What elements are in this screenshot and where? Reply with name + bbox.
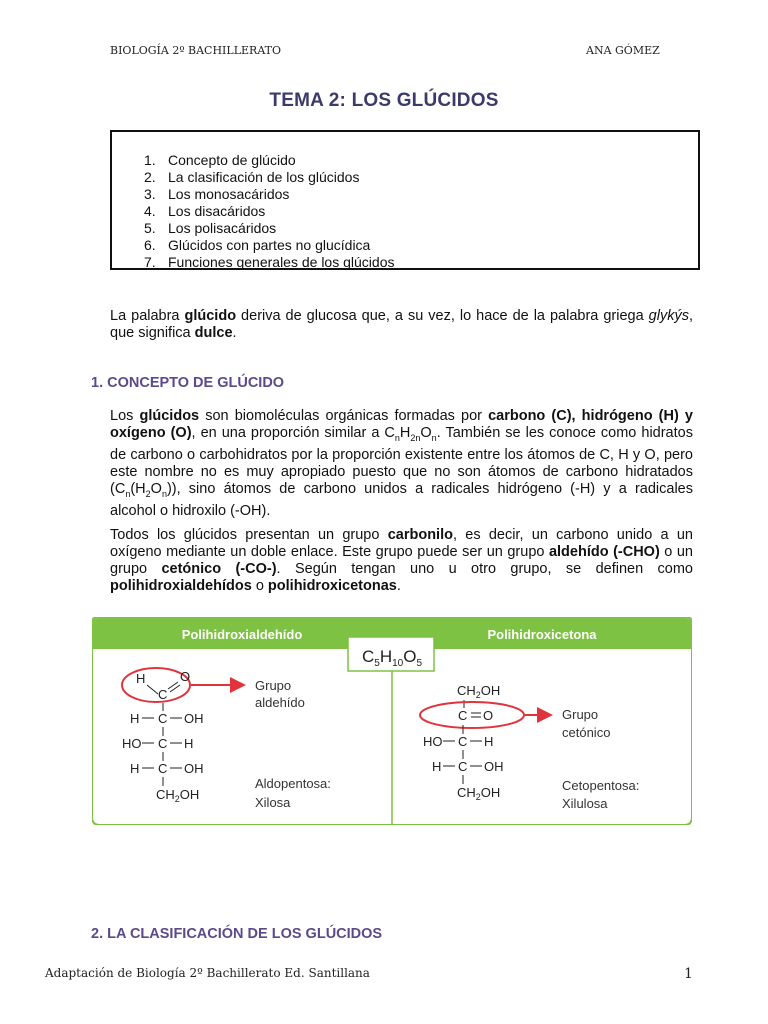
svg-text:H: H bbox=[130, 761, 140, 776]
toc-label: Concepto de glúcido bbox=[168, 152, 296, 168]
svg-text:CH2OH: $CH_2OH$ bbox=[457, 683, 501, 700]
toc-num: 2. bbox=[144, 169, 156, 185]
toc-num: 5. bbox=[144, 220, 156, 236]
carbonyl-diagram bbox=[92, 617, 692, 825]
aldopentosa-label: Aldopentosa: bbox=[255, 776, 331, 791]
toc-item bbox=[144, 169, 394, 186]
table-of-contents bbox=[110, 130, 700, 270]
svg-text:HO: HO bbox=[423, 734, 443, 749]
svg-text:H: H bbox=[484, 734, 494, 749]
svg-text:CH2OH: $CH_2OH$ bbox=[457, 785, 501, 802]
svg-text:C: C bbox=[158, 687, 168, 702]
paragraph-carbonilo: Todos los glúcidos presentan un grupo carbonilo, es decir, un carbono unido a un oxígeno mediante un doble enlace. Este grupo puede ser un grupo aldehído (-CHO) o un grupo cetónico (-CO-). Según tengan uno u otro grupo, se definen como polihidroxialdehídos o polihidroxicetonas. bbox=[110, 527, 693, 594]
svg-text:H: H bbox=[432, 759, 442, 774]
footer-source: Adaptación de Biología 2º Bachillerato Ed. Santillana bbox=[45, 966, 370, 980]
svg-text:OH: OH bbox=[484, 759, 504, 774]
toc-num: 7. bbox=[144, 254, 156, 270]
toc-num: 1. bbox=[144, 152, 156, 168]
svg-text:O: O bbox=[180, 669, 191, 684]
section-heading-2: 2. LA CLASIFICACIÓN DE LOS GLÚCIDOS bbox=[91, 926, 383, 942]
svg-text:C: C bbox=[458, 759, 468, 774]
toc-label: La clasificación de los glúcidos bbox=[168, 169, 360, 185]
toc-item bbox=[144, 254, 394, 271]
ketone-label-1: Grupo bbox=[562, 707, 599, 722]
toc-num: 4. bbox=[144, 203, 156, 219]
svg-text:C: C bbox=[458, 734, 468, 749]
intro-paragraph: La palabra glúcido deriva de glucosa que, a su vez, lo hace de la palabra griega glykýs, que significa dulce. bbox=[110, 308, 693, 341]
toc-label: Los polisacáridos bbox=[168, 220, 277, 236]
aldehyde-label-2: aldehído bbox=[255, 695, 305, 710]
page-title: TEMA 2: LOS GLÚCIDOS bbox=[269, 90, 499, 111]
paragraph-concepto: Los glúcidos son biomoléculas orgánicas formadas por carbono (C), hidrógeno (H) y oxígeno (O), en una proporción similar a $C_nH_{2n}O_n$. También se les conoce como hidratos de carbono o carbohidratos por la proporción existente entre los átomos de C, H y O, pero este nombre no es muy apropiado puesto que no son átomos de carbono hidratados $(C_n(H_2O_n))$, sino átomos de carbono unidos a radicales hidrógeno (-H) y a radicales alcohol o hidroxilo (-OH). bbox=[110, 408, 693, 519]
svg-text:CH2OH: $CH_2OH$ bbox=[156, 787, 200, 804]
svg-text:HO: HO bbox=[122, 736, 142, 751]
toc-item bbox=[144, 186, 394, 203]
svg-text:H: H bbox=[130, 711, 140, 726]
svg-text:H: H bbox=[184, 736, 194, 751]
xilulosa-label: Xilulosa bbox=[562, 796, 608, 811]
svg-text:C: C bbox=[158, 711, 168, 726]
svg-text:H: H bbox=[136, 671, 146, 686]
toc-item bbox=[144, 220, 394, 237]
carbonyl-figure bbox=[92, 617, 692, 825]
section-heading-1: 1. CONCEPTO DE GLÚCIDO bbox=[91, 375, 285, 391]
header-left: BIOLOGÍA 2º BACHILLERATO bbox=[110, 44, 282, 57]
toc-item bbox=[144, 237, 394, 254]
svg-text:O: O bbox=[483, 708, 494, 723]
toc-label: Glúcidos con partes no glucídica bbox=[168, 237, 371, 253]
toc-label: Los monosacáridos bbox=[168, 186, 290, 202]
svg-text:C: C bbox=[458, 708, 468, 723]
header-right: ANA GÓMEZ bbox=[586, 44, 660, 57]
right-title: Polihidroxicetona bbox=[487, 627, 597, 642]
ketone-label-2: cetónico bbox=[562, 725, 611, 740]
svg-text:C: C bbox=[158, 761, 168, 776]
cetopentosa-label: Cetopentosa: bbox=[562, 778, 640, 793]
formula: $C_5H_{10}O_5$ bbox=[362, 647, 423, 669]
toc-item bbox=[144, 203, 394, 220]
toc-item bbox=[144, 152, 394, 169]
svg-text:OH: OH bbox=[184, 761, 204, 776]
svg-text:OH: OH bbox=[184, 711, 204, 726]
toc-label: Funciones generales de los glúcidos bbox=[168, 254, 395, 270]
page-number: 1 bbox=[684, 966, 693, 982]
toc-num: 3. bbox=[144, 186, 156, 202]
aldehyde-label-1: Grupo bbox=[255, 678, 292, 693]
toc-label: Los disacáridos bbox=[168, 203, 266, 219]
toc-num: 6. bbox=[144, 237, 156, 253]
left-title: Polihidroxialdehído bbox=[181, 627, 303, 642]
svg-text:C: C bbox=[158, 736, 168, 751]
xilosa-label: Xilosa bbox=[255, 795, 291, 810]
